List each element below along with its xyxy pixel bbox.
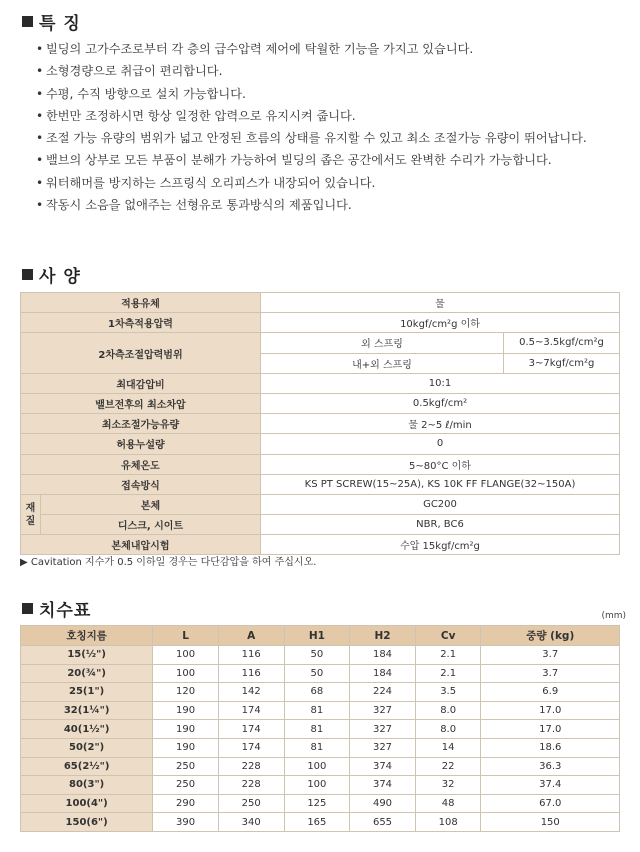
table-row <box>21 313 620 333</box>
column-header: Cv <box>415 626 481 646</box>
table-cell: 174 <box>218 701 284 720</box>
nominal-size-cell: 65(2½") <box>21 757 153 776</box>
nominal-size-cell: 20(¾") <box>21 664 153 683</box>
table-header-row <box>21 626 620 646</box>
column-header: 호칭지름 <box>21 626 153 646</box>
spec-label: 허용누설량 <box>21 434 261 454</box>
spec-value: 10kgf/cm²g 이하 <box>261 313 620 333</box>
table-cell: 2.1 <box>415 664 481 683</box>
table-row <box>21 474 620 494</box>
features-heading <box>22 9 81 34</box>
spec-label: 본체 <box>41 494 261 514</box>
feature-item: • 빌딩의 고가수조로부터 각 층의 급수압력 제어에 탁월한 기능을 가지고 있습니다. <box>36 38 626 60</box>
column-header: A <box>218 626 284 646</box>
table-cell: 32 <box>415 776 481 795</box>
cavitation-note: ▶ Cavitation 지수가 0.5 이하일 경우는 다단감압을 하여 주십시오. <box>20 557 317 568</box>
table-row <box>21 454 620 474</box>
spec-value: 0.5~3.5kgf/cm²g <box>504 333 620 353</box>
table-cell: 68 <box>284 683 350 702</box>
table-cell: 184 <box>350 664 416 683</box>
table-cell: 14 <box>415 738 481 757</box>
feature-item: • 워터해머를 방지하는 스프링식 오리피스가 내장되어 있습니다. <box>36 172 626 194</box>
table-row <box>21 293 620 313</box>
table-cell: 50 <box>284 646 350 665</box>
nominal-size-cell: 25(1") <box>21 683 153 702</box>
spec-label: 디스크, 시이트 <box>41 515 261 535</box>
table-cell: 120 <box>153 683 219 702</box>
table-cell: 18.6 <box>481 738 620 757</box>
table-cell: 150 <box>481 813 620 832</box>
spec-value: 수압 15kgf/cm²g <box>261 535 620 555</box>
spec-value: KS PT SCREW(15~25A), KS 10K FF FLANGE(32~150A) <box>261 474 620 494</box>
table-row <box>21 683 620 702</box>
table-cell: 228 <box>218 757 284 776</box>
table-cell: 100 <box>284 776 350 795</box>
table-row <box>21 646 620 665</box>
spec-value: GC200 <box>261 494 620 514</box>
table-cell: 190 <box>153 701 219 720</box>
table-cell: 48 <box>415 794 481 813</box>
table-cell: 2.1 <box>415 646 481 665</box>
dimensions-table <box>20 625 620 832</box>
material-label: 재질 <box>21 494 41 534</box>
feature-item: • 소형경량으로 취급이 편리합니다. <box>36 60 626 82</box>
features-title: 특 징 <box>39 14 81 34</box>
table-cell: 17.0 <box>481 720 620 739</box>
nominal-size-cell: 15(½") <box>21 646 153 665</box>
table-cell: 174 <box>218 738 284 757</box>
table-cell: 390 <box>153 813 219 832</box>
spec-value: 10:1 <box>261 373 620 393</box>
table-cell: 228 <box>218 776 284 795</box>
table-cell: 125 <box>284 794 350 813</box>
square-bullet-icon <box>22 603 33 614</box>
table-row <box>21 701 620 720</box>
table-row <box>21 720 620 739</box>
nominal-size-cell: 100(4") <box>21 794 153 813</box>
spec-label: 밸브전후의 최소차압 <box>21 393 261 413</box>
table-cell: 190 <box>153 720 219 739</box>
nominal-size-cell: 50(2") <box>21 738 153 757</box>
table-cell: 100 <box>153 646 219 665</box>
spec-sub-label: 내+외 스프링 <box>261 353 504 373</box>
spec-label: 적용유체 <box>21 293 261 313</box>
feature-item: • 밸브의 상부로 모든 부품이 분해가 가능하여 빌딩의 좁은 공간에서도 완벽한 수리가 가능합니다. <box>36 149 626 171</box>
spec-label: 유체온도 <box>21 454 261 474</box>
table-cell: 8.0 <box>415 701 481 720</box>
table-row <box>21 494 620 514</box>
spec-sub-label: 외 스프링 <box>261 333 504 353</box>
table-cell: 36.3 <box>481 757 620 776</box>
table-cell: 374 <box>350 757 416 776</box>
table-cell: 3.7 <box>481 664 620 683</box>
spec-value: 3~7kgf/cm²g <box>504 353 620 373</box>
table-cell: 100 <box>153 664 219 683</box>
spec-value: 5~80°C 이하 <box>261 454 620 474</box>
table-cell: 67.0 <box>481 794 620 813</box>
square-bullet-icon <box>22 269 33 280</box>
dimensions-title: 치수표 <box>39 601 92 621</box>
spec-value: NBR, BC6 <box>261 515 620 535</box>
spec-label: 최소조절가능유량 <box>21 414 261 434</box>
table-cell: 174 <box>218 720 284 739</box>
table-cell: 17.0 <box>481 701 620 720</box>
table-cell: 165 <box>284 813 350 832</box>
nominal-size-cell: 40(1½") <box>21 720 153 739</box>
table-cell: 190 <box>153 738 219 757</box>
table-row <box>21 776 620 795</box>
table-cell: 108 <box>415 813 481 832</box>
feature-item: • 작동시 소음을 없애주는 선형유로 통과방식의 제품입니다. <box>36 194 626 216</box>
table-cell: 22 <box>415 757 481 776</box>
table-cell: 100 <box>284 757 350 776</box>
nominal-size-cell: 32(1¼") <box>21 701 153 720</box>
table-row <box>21 434 620 454</box>
table-cell: 184 <box>350 646 416 665</box>
table-cell: 116 <box>218 664 284 683</box>
spec-table <box>20 292 620 555</box>
table-row <box>21 757 620 776</box>
table-cell: 8.0 <box>415 720 481 739</box>
table-cell: 3.7 <box>481 646 620 665</box>
table-cell: 290 <box>153 794 219 813</box>
table-cell: 50 <box>284 664 350 683</box>
table-cell: 327 <box>350 701 416 720</box>
table-row <box>21 535 620 555</box>
table-cell: 3.5 <box>415 683 481 702</box>
spec-label: 2차측조절압력범위 <box>21 333 261 373</box>
table-row <box>21 738 620 757</box>
table-cell: 81 <box>284 701 350 720</box>
table-cell: 81 <box>284 738 350 757</box>
table-cell: 116 <box>218 646 284 665</box>
spec-label: 최대감압비 <box>21 373 261 393</box>
table-cell: 6.9 <box>481 683 620 702</box>
table-cell: 250 <box>218 794 284 813</box>
features-list <box>36 38 626 216</box>
spec-value: 0 <box>261 434 620 454</box>
table-cell: 655 <box>350 813 416 832</box>
feature-item: • 수평, 수직 방향으로 설치 가능합니다. <box>36 83 626 105</box>
spec-heading <box>22 262 81 287</box>
table-row <box>21 664 620 683</box>
table-row <box>21 393 620 413</box>
spec-value: 물 2~5 ℓ/min <box>261 414 620 434</box>
table-cell: 224 <box>350 683 416 702</box>
column-header: H2 <box>350 626 416 646</box>
table-row <box>21 414 620 434</box>
table-cell: 250 <box>153 776 219 795</box>
table-row <box>21 333 620 353</box>
table-row <box>21 373 620 393</box>
spec-label: 접속방식 <box>21 474 261 494</box>
table-row <box>21 515 620 535</box>
table-cell: 374 <box>350 776 416 795</box>
column-header: 중량 (kg) <box>481 626 620 646</box>
table-row <box>21 794 620 813</box>
feature-item: • 한번만 조정하시면 항상 일정한 압력으로 유지시켜 줍니다. <box>36 105 626 127</box>
table-cell: 37.4 <box>481 776 620 795</box>
table-cell: 340 <box>218 813 284 832</box>
spec-title: 사 양 <box>39 267 81 287</box>
nominal-size-cell: 80(3") <box>21 776 153 795</box>
table-cell: 142 <box>218 683 284 702</box>
spec-value: 0.5kgf/cm² <box>261 393 620 413</box>
table-cell: 327 <box>350 738 416 757</box>
feature-item: • 조절 가능 유량의 범위가 넓고 안정된 흐름의 상태를 유지할 수 있고 최소 조절가능 유량이 뛰어납니다. <box>36 127 626 149</box>
dimensions-body <box>21 646 620 832</box>
spec-value: 물 <box>261 293 620 313</box>
table-cell: 250 <box>153 757 219 776</box>
table-cell: 81 <box>284 720 350 739</box>
table-row <box>21 813 620 832</box>
table-cell: 490 <box>350 794 416 813</box>
square-bullet-icon <box>22 16 33 27</box>
unit-label: (mm) <box>601 611 626 621</box>
column-header: H1 <box>284 626 350 646</box>
dimensions-heading <box>22 596 91 621</box>
nominal-size-cell: 150(6") <box>21 813 153 832</box>
spec-label: 1차측적용압력 <box>21 313 261 333</box>
table-cell: 327 <box>350 720 416 739</box>
column-header: L <box>153 626 219 646</box>
spec-label: 본체내압시험 <box>21 535 261 555</box>
